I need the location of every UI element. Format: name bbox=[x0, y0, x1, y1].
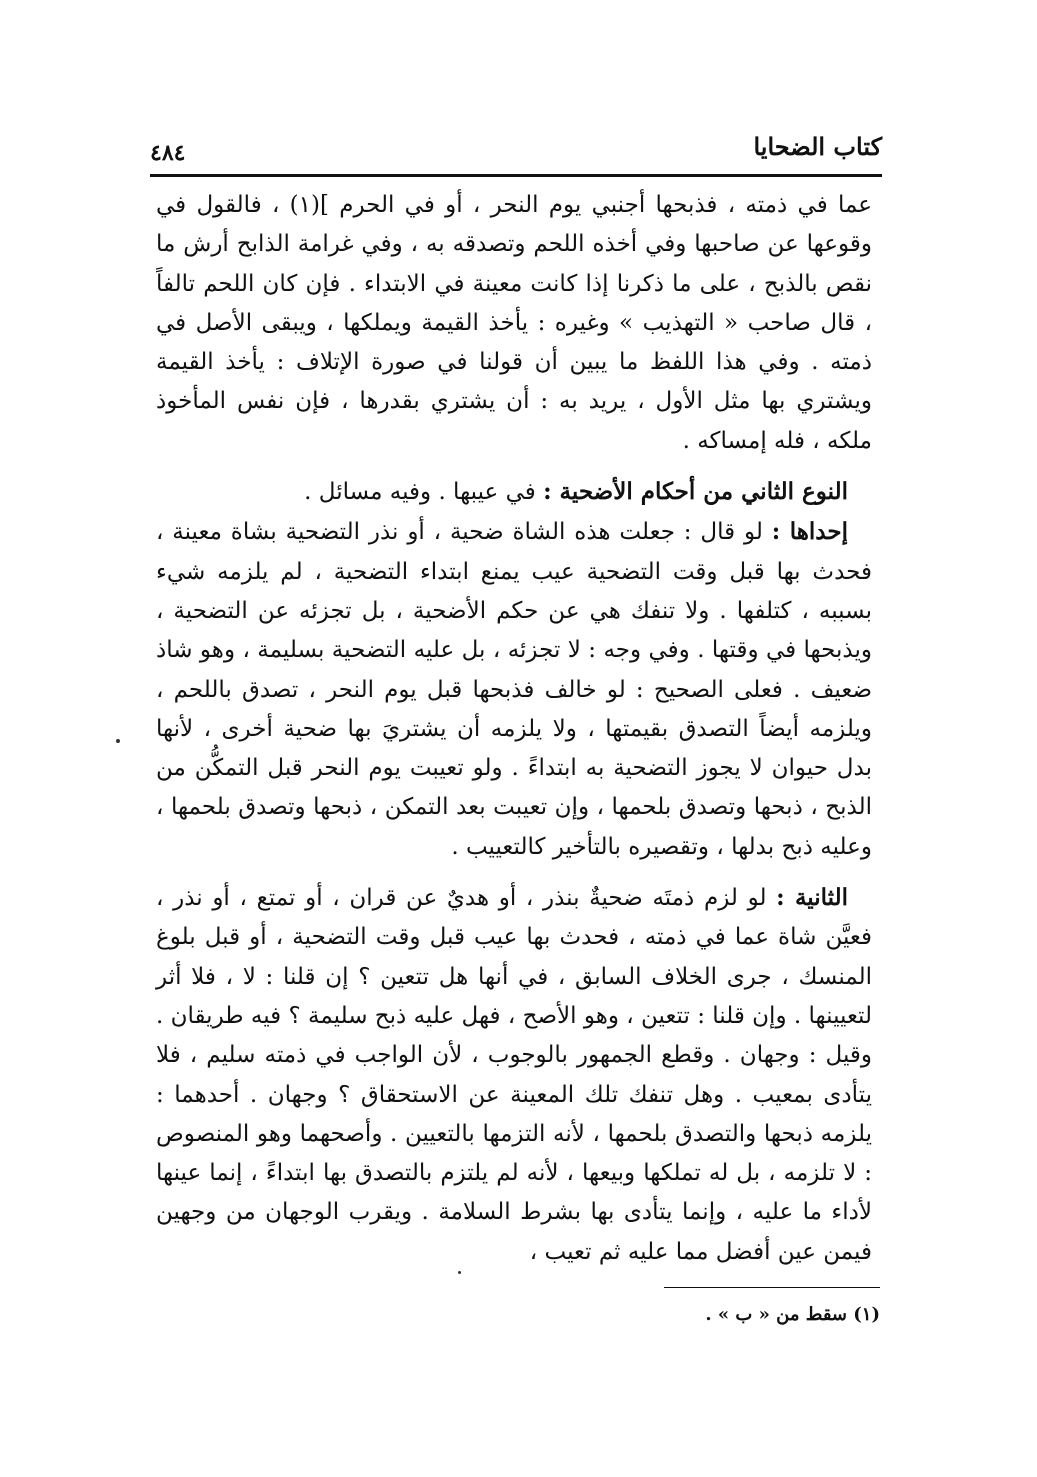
paragraph-2-lead: إحداها : bbox=[771, 518, 848, 546]
section-heading-line bbox=[156, 472, 872, 512]
footnote: (١) سقط من « ب » . bbox=[705, 1304, 880, 1325]
header-rule bbox=[150, 174, 882, 177]
paragraph-2 bbox=[156, 512, 872, 867]
paragraph-1: عما في ذمته ، فذبحها أجنبي يوم النحر ، أو في الحرم ](١) ، فالقول في وقوعها عن صاحبها وفي أخذه اللحم وتصدقه به ، وفي غرامة الذابح أرش ما نقص بالذبح ، على ما ذكرنا إذا كانت معينة في الابتداء . فإن كان اللحم تالفاً ، قال صاحب « التهذيب » وغيره : يأخذ القيمة ويملكها ، ويبقى الأصل في ذمته . وفي هذا اللفظ ما يبين أن قولنا في صورة الإتلاف : يأخذ القيمة ويشتري بها مثل الأول ، يريد به : أن يشتري بقدرها ، فإن نفس المأخوذ ملكه ، فله إمساكه . bbox=[156, 192, 872, 454]
running-title: كتاب الضحايا bbox=[753, 132, 882, 161]
paragraph-3-lead: الثانية : bbox=[776, 884, 848, 912]
page-number: ٤٨٤ bbox=[150, 140, 186, 166]
section-heading: النوع الثاني من أحكام الأضحية : bbox=[543, 478, 848, 506]
paragraph-3 bbox=[156, 878, 872, 1272]
section-heading-rest: في عيبها . وفيه مسائل . bbox=[304, 479, 544, 506]
main-text bbox=[156, 186, 872, 1272]
scan-speck bbox=[116, 739, 120, 743]
paragraph-3-text: لو لزم ذمتَه ضحيةٌ بنذر ، أو هديٌ عن قران ، أو تمتع ، أو نذر ، فعيَّن شاة عما في ذمته ، فحدث بها عيب قبل وقت التضحية ، أو قبل بلوغ المنسك ، جرى الخلاف السابق ، في أنها هل تتعين ؟ إن قلنا : لا ، فلا أثر لتعيينها . وإن قلنا : تتعين ، وهو الأصح ، فهل عليه ذبح سليمة ؟ فيه طريقان . وقيل : وجهان . وقطع الجمهور بالوجوب ، لأن الواجب في ذمته سليم ، فلا يتأدى بمعيب . وهل تنفك تلك المعينة عن الاستحقاق ؟ وجهان . أحدهما : يلزمه ذبحها والتصدق بلحمها ، لأنه التزمها بالتعيين . وأصحهما وهو المنصوص : لا تلزمه ، بل له تملكها وبيعها ، لأنه لم يلتزم بالتصدق بها ابتداءً ، إنما عينها لأداء ما عليه ، وإنما يتأدى بها بشرط السلامة . ويقرب الوجهان من وجهين فيمن عين أفضل مما عليه ثم تعيب ، bbox=[156, 885, 872, 1265]
scan-speck bbox=[458, 1271, 461, 1274]
page-header bbox=[150, 128, 882, 170]
paragraph-2-text: لو قال : جعلت هذه الشاة ضحية ، أو نذر التضحية بشاة معينة ، فحدث بها قبل وقت التضحية عيب يمنع ابتداء التضحية ، لم يلزمه شيء بسببه ، كتلفها . ولا تنفك هي عن حكم الأضحية ، بل تجزئه عن التضحية ، ويذبحها في وقتها . وفي وجه : لا تجزئه ، بل عليه التضحية بسليمة ، وهو شاذ ضعيف . فعلى الصحيح : لو خالف فذبحها قبل يوم النحر ، تصدق باللحم ، ويلزمه أيضاً التصدق بقيمتها ، ولا يلزمه أن يشتريَ بها ضحية أخرى ، لأنها بدل حيوان لا يجوز التضحية به ابتداءً . ولو تعيبت يوم النحر قبل التمكُّن من الذبح ، ذبحها وتصدق بلحمها ، وإن تعيبت بعد التمكن ، ذبحها وتصدق بلحمها ، وعليه ذبح بدلها ، وتقصيره بالتأخير كالتعييب . bbox=[156, 519, 872, 860]
footnote-rule bbox=[664, 1287, 880, 1288]
